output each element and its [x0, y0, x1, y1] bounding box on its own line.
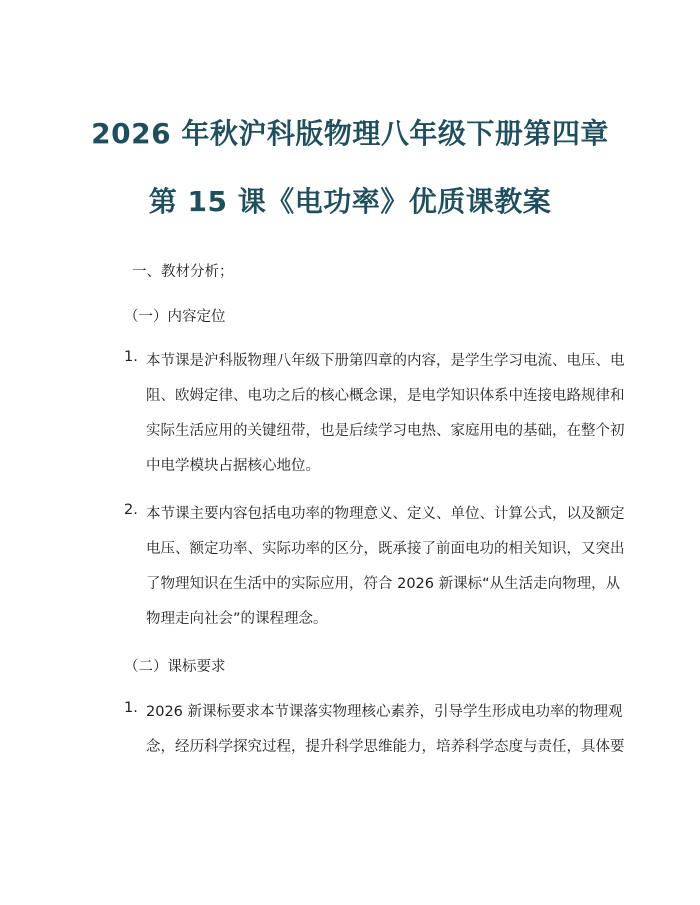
- list-item-number: 1.: [124, 700, 138, 716]
- document-title-line-1: 2026 年秋沪科版物理八年级下册第四章: [91, 117, 609, 150]
- paragraph-line: 了物理知识在生活中的实际应用，符合 2026 新课标“从生活走向物理，从: [146, 576, 621, 592]
- subsection-heading-content-positioning: （一）内容定位: [124, 309, 226, 325]
- list-item-number: 2.: [124, 502, 138, 518]
- paragraph-line: 本节课是沪科版物理八年级下册第四章的内容，是学生学习电流、电压、电: [146, 353, 625, 369]
- paragraph-line: 本节课主要内容包括电功率的物理意义、定义、单位、计算公式，以及额定: [146, 506, 625, 522]
- paragraph-line: 念，经历科学探究过程，提升科学思维能力，培养科学态度与责任，具体要: [146, 739, 625, 755]
- paragraph-line: 物理走向社会”的课程理念。: [146, 611, 328, 627]
- paragraph-line: 中电学模块占据核心地位。: [146, 458, 320, 474]
- document-title-line-2: 第 15 课《电功率》优质课教案: [148, 185, 552, 218]
- section-heading: 一、教材分析；: [132, 264, 234, 280]
- paragraph-line: 电压、额定功率、实际功率的区分，既承接了前面电功的相关知识，又突出: [146, 541, 625, 557]
- paragraph-line: 2026 新课标要求本节课落实物理核心素养，引导学生形成电功率的物理观: [146, 704, 623, 720]
- paragraph-line: 阻、欧姆定律、电功之后的核心概念课，是电学知识体系中连接电路规律和: [146, 388, 625, 404]
- subsection-heading-curriculum-requirements: （二）课标要求: [124, 659, 226, 675]
- paragraph-line: 实际生活应用的关键纽带，也是后续学习电热、家庭用电的基础，在整个初: [146, 423, 625, 439]
- list-item-number: 1.: [124, 349, 138, 365]
